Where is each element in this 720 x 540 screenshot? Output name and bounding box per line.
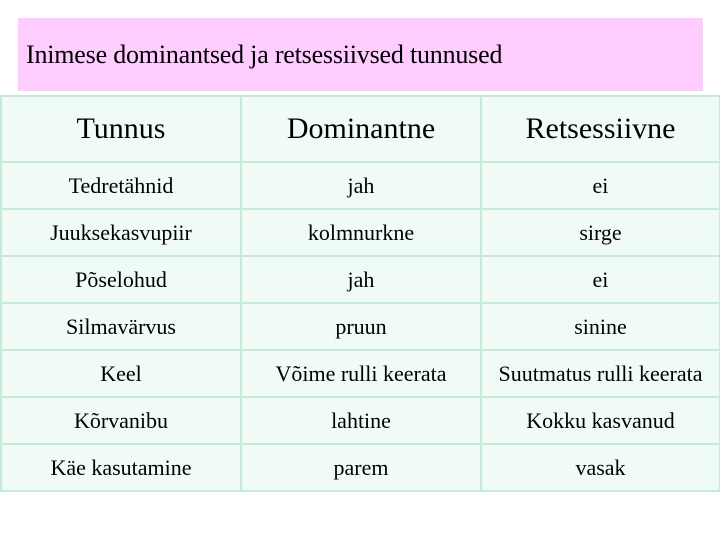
trait-cell: Kõrvanibu [1, 397, 241, 444]
header-cell-dominant: Dominantne [241, 96, 481, 162]
traits-table [0, 95, 720, 492]
recessive-cell: sinine [481, 303, 720, 350]
dominant-cell: jah [241, 162, 481, 209]
dominant-cell: jah [241, 256, 481, 303]
table-row [1, 303, 720, 350]
trait-cell: Tedretähnid [1, 162, 241, 209]
recessive-cell: sirge [481, 209, 720, 256]
trait-cell: Juuksekasvupiir [1, 209, 241, 256]
recessive-cell: ei [481, 256, 720, 303]
recessive-cell: Kokku kasvanud [481, 397, 720, 444]
table-row [1, 162, 720, 209]
header-cell-trait: Tunnus [1, 96, 241, 162]
table-row [1, 397, 720, 444]
dominant-cell: lahtine [241, 397, 481, 444]
recessive-cell: ei [481, 162, 720, 209]
table-row [1, 209, 720, 256]
title-banner [18, 18, 703, 91]
dominant-cell: parem [241, 444, 481, 491]
trait-cell: Silmavärvus [1, 303, 241, 350]
dominant-cell: pruun [241, 303, 481, 350]
table-row [1, 256, 720, 303]
header-cell-recessive: Retsessiivne [481, 96, 720, 162]
trait-cell: Põselohud [1, 256, 241, 303]
page-title: Inimese dominantsed ja retsessiivsed tunnused [26, 39, 503, 69]
table-row [1, 350, 720, 397]
table-row [1, 444, 720, 491]
dominant-cell: Võime rulli keerata [241, 350, 481, 397]
recessive-cell: Suutmatus rulli keerata [481, 350, 720, 397]
dominant-cell: kolmnurkne [241, 209, 481, 256]
table-header-row [1, 96, 720, 162]
trait-cell: Keel [1, 350, 241, 397]
trait-cell: Käe kasutamine [1, 444, 241, 491]
recessive-cell: vasak [481, 444, 720, 491]
